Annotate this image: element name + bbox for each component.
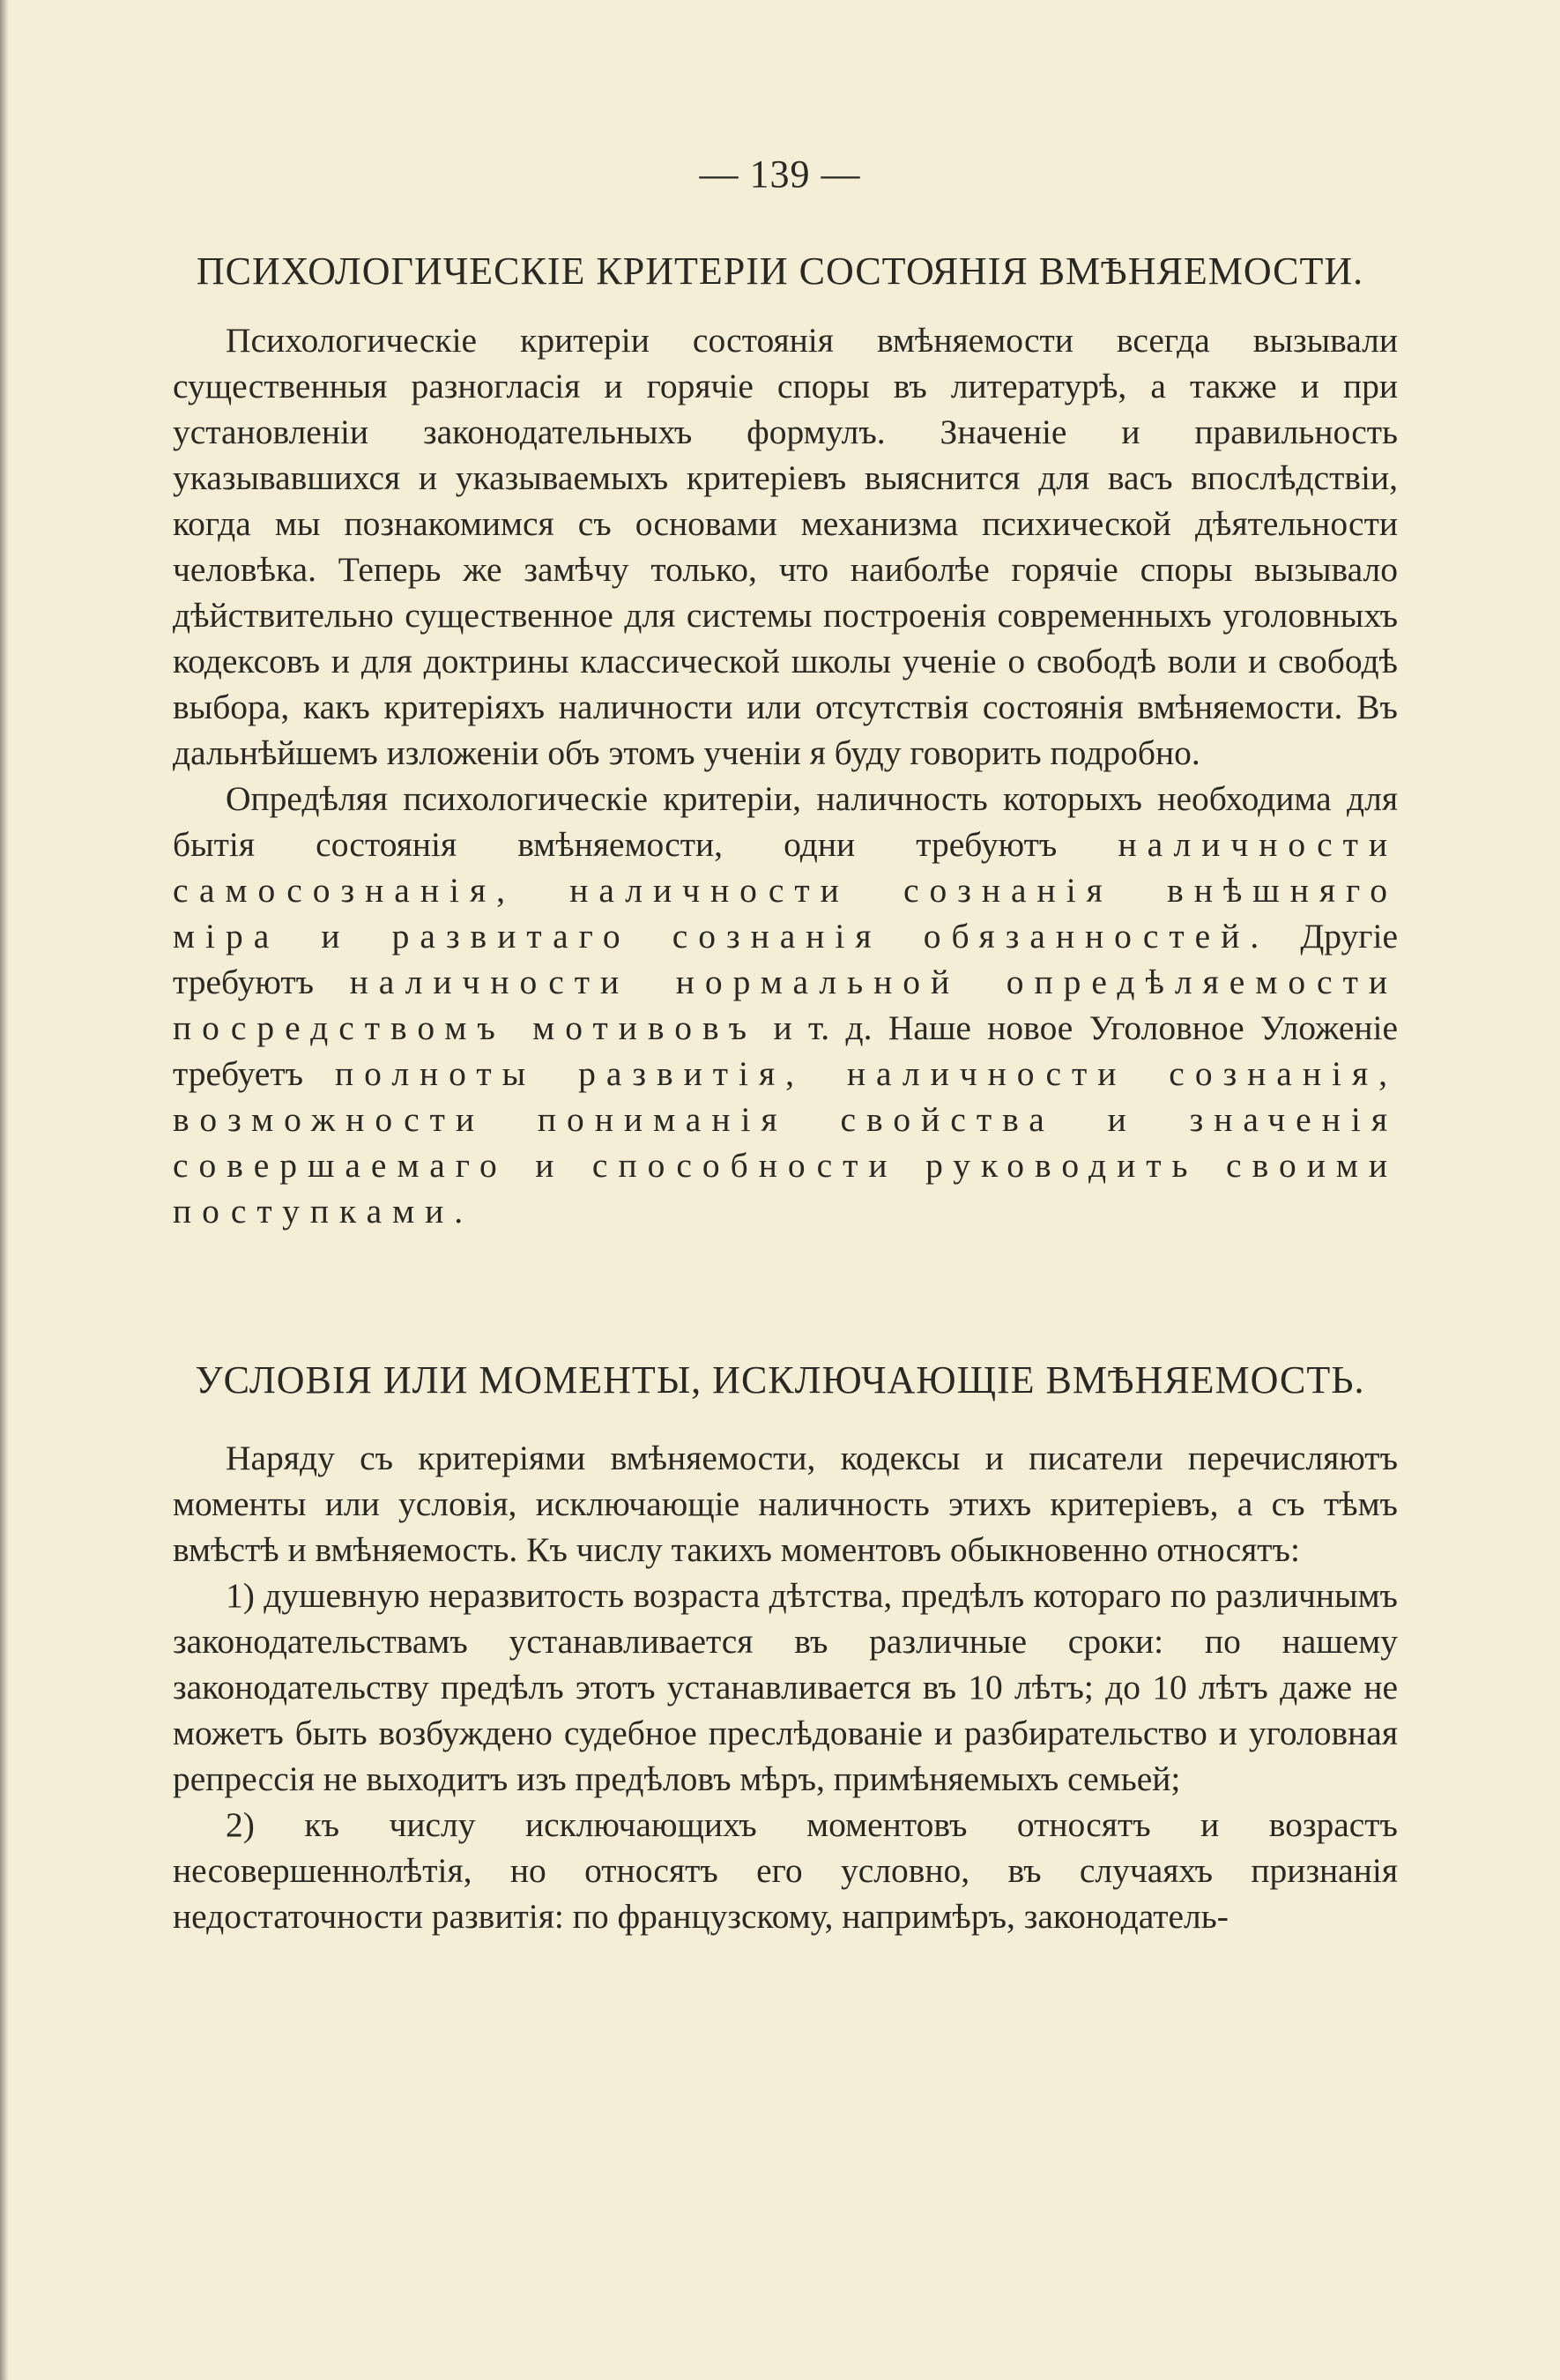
binding-edge bbox=[0, 0, 9, 2380]
paragraph-text: и т. д. Наше новое Уголовное Уложеніе требуетъ bbox=[173, 1008, 1398, 1093]
section-exclusions-body bbox=[173, 1435, 1398, 1939]
paragraph-text: Опредѣляя психологическіе критеріи, наличность которыхъ необходима для бытія состоянія вмѣняемости, одни требуютъ bbox=[173, 779, 1398, 864]
list-item: 2) къ числу исключающихъ моментовъ относятъ и возрастъ несовершеннолѣтія, но относятъ его условно, въ случаяхъ признанія недостаточности развитія: по французскому, напримѣръ, законодатель- bbox=[173, 1805, 1398, 1936]
emphasized-text: наличности нормальной опредѣляемости посредствомъ мотивовъ bbox=[173, 963, 1398, 1047]
section-heading-criteria: ПСИХОЛОГИЧЕСКІЕ КРИТЕРІИ СОСТОЯНІЯ ВМѢНЯЕМОСТИ. bbox=[196, 249, 1364, 293]
list-item: 1) душевную неразвитость возраста дѣтства, предѣлъ котораго по различнымъ законодательствамъ устанавливается въ различные сроки: по нашему законодательству предѣлъ этотъ устанавливается въ 10 лѣтъ; до 10 лѣтъ даже не можетъ быть возбуждено судебное преслѣдованіе и разбирательство и уголовная репрессія не выходитъ изъ предѣловъ мѣръ, примѣняемыхъ семьей; bbox=[173, 1576, 1398, 1798]
paragraph-text: Другіе требуютъ bbox=[173, 917, 1398, 1001]
emphasized-text: полноты развитія, наличности сознанія, возможности пониманія свойства и значенія совершаемаго и способности руководить своими поступками. bbox=[173, 1054, 1398, 1231]
paragraph: Психологическіе критеріи состоянія вмѣняемости всегда вызывали существенныя разногласія и горячіе споры въ литературѣ, а также и при установленіи законодательныхъ формулъ. Значеніе и правильность указывавшихся и указываемыхъ критеріевъ выяснится для васъ впослѣдствіи, когда мы познакомимся съ основами механизма психической дѣятельности человѣка. Теперь же замѣчу только, что наиболѣе горячіе споры вызывало дѣйствительно существенное для системы построенія современныхъ уголовныхъ кодексовъ и для доктрины классической школы ученіе о свободѣ воли и свободѣ выбора, какъ критеріяхъ наличности или отсутствія состоянія вмѣняемости. Въ дальнѣйшемъ изложеніи объ этомъ ученіи я буду говорить подробно. bbox=[173, 321, 1398, 772]
page-number: — 139 — bbox=[699, 152, 861, 196]
paragraph: Наряду съ критеріями вмѣняемости, кодексы и писатели перечисляютъ моменты или условія, исключающіе наличность этихъ критеріевъ, а съ тѣмъ вмѣстѣ и вмѣняемость. Къ числу такихъ моментовъ обыкновенно относятъ: bbox=[173, 1439, 1398, 1569]
paragraph bbox=[173, 776, 1398, 1234]
section-heading-exclusions: УСЛОВІЯ ИЛИ МОМЕНТЫ, ИСКЛЮЧАЮЩІЕ ВМѢНЯЕМОСТЬ. bbox=[195, 1358, 1365, 1402]
emphasized-text: наличности самосознанія, наличности сознанія внѣшняго міра и развитаго сознанія обязанностей. bbox=[173, 825, 1399, 956]
section-criteria-body bbox=[173, 317, 1398, 1234]
